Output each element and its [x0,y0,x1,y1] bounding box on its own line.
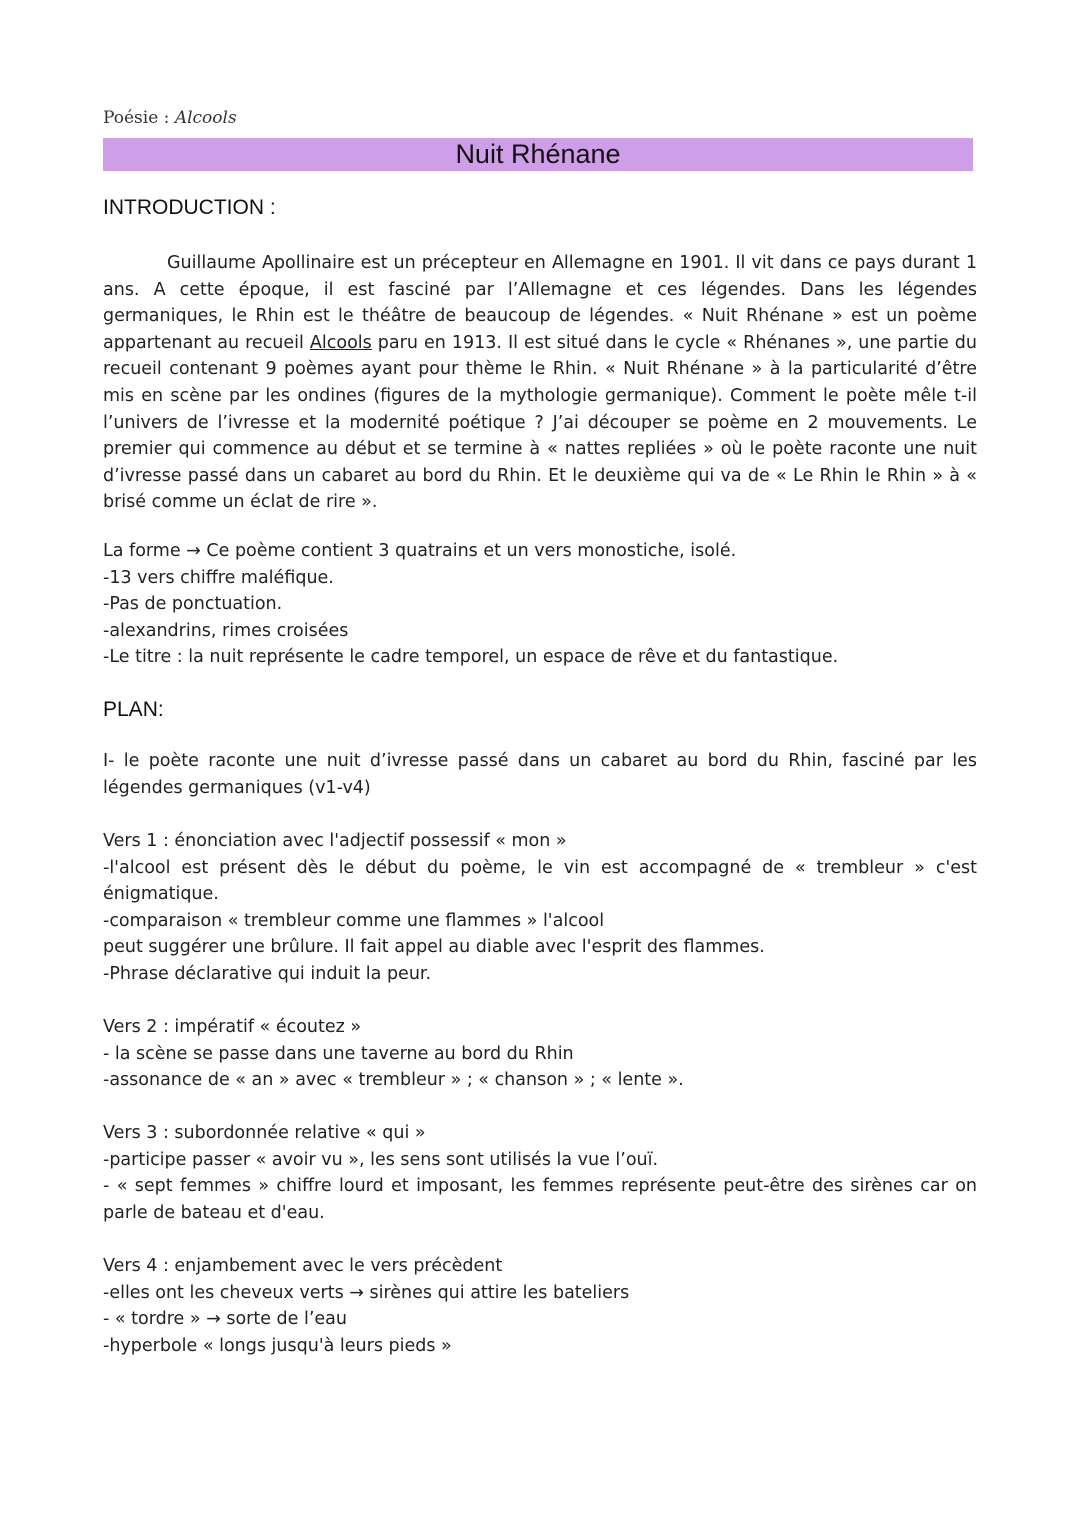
vers2-line: -assonance de « an » avec « trembleur » ; « chanson » ; « lente ». [103,1070,684,1091]
vers4-line: - « tordre » → sorte de l’eau [103,1309,348,1330]
vers3-heading: Vers 3 : subordonnée relative « qui » [103,1123,426,1143]
plan-part1-text: I- le poète raconte une nuit d’ivresse passé dans un cabaret au bord du Rhin, fasciné par les légendes germaniques (v1-v4) [103,751,977,798]
vers4-section [103,1253,977,1359]
vers2-heading: Vers 2 : impératif « écoutez » [103,1017,362,1037]
intro-underlined-title: Alcools [309,332,372,353]
intro-text-part1: Guillaume Apollinaire est un précepteur en Allemagne en 1901. Il vit dans ce pays durant 1 ans. A cette époque, il est fasciné par l’Allemagne et ces légendes. Dans les légendes germaniques, le Rhin est le théâtre de beaucoup de légendes. « Nuit Rhénane » est un poème appartenant au recueil [103,253,977,353]
vers1-section [103,828,977,988]
title-banner [103,138,973,171]
vers2-section [103,1014,977,1094]
intro-text-part2: paru en 1913. Il est situé dans le cycle « Rhénanes », une partie du recueil contenant 9 poèmes ayant pour thème le Rhin. « Nuit Rhénane » à la particularité d’être mis en scène par les ondines (figures de la mythologie germanique). Comment le poète mêle t-il l’univers de l’ivresse et la modernité poétique ? J’ai découper se poème en 2 mouvements. Le premier qui commence au début et se termine à « nattes repliées » où le poète raconte une nuit d’ivresse passé dans un cabaret au bord du Rhin. Et le deuxième qui va de « Le Rhin le Rhin » à « brisé comme un éclat de rire ». [103,332,977,513]
vers1-line: -Phrase déclarative qui induit la peur. [103,963,432,984]
vers4-line: -hyperbole « longs jusqu'à leurs pieds » [103,1335,452,1356]
forme-line: -Le titre : la nuit représente le cadre temporel, un espace de rêve et du fantastique. [103,647,839,668]
forme-line: -13 vers chiffre maléfique. [103,567,334,588]
introduction-paragraph [103,250,977,516]
subject-work-title: Alcools [174,108,237,128]
plan-part1 [103,748,977,801]
forme-line: -Pas de ponctuation. [103,594,283,615]
forme-line: La forme → Ce poème contient 3 quatrains et un vers monostiche, isolé. [103,541,737,561]
forme-section [103,538,977,671]
introduction-heading: INTRODUCTION : [103,196,276,219]
forme-line: -alexandrins, rimes croisées [103,620,349,641]
vers1-line: -l'alcool est présent dès le début du poème, le vin est accompagné de « trembleur » c'est énigmatique. [103,857,977,905]
vers1-line: peut suggérer une brûlure. Il fait appel au diable avec l'esprit des flammes. [103,937,765,958]
subject-prefix: Poésie : [103,108,175,128]
vers4-line: -elles ont les cheveux verts → sirènes qui attire les bateliers [103,1282,630,1303]
vers1-heading: Vers 1 : énonciation avec l'adjectif possessif « mon » [103,831,567,851]
vers3-line: -participe passer « avoir vu », les sens sont utilisés la vue l’ouï. [103,1149,659,1170]
vers2-line: - la scène se passe dans une taverne au bord du Rhin [103,1043,574,1064]
vers1-line: -comparaison « trembleur comme une flammes » l'alcool [103,910,605,931]
subject-header [103,108,237,128]
vers3-section [103,1120,977,1226]
document-title: Nuit Rhénane [455,139,621,169]
vers3-line: - « sept femmes » chiffre lourd et imposant, les femmes représente peut-être des sirènes car on parle de bateau et d'eau. [103,1176,977,1223]
plan-heading: PLAN: [103,698,164,721]
vers4-heading: Vers 4 : enjambement avec le vers précèdent [103,1256,503,1276]
